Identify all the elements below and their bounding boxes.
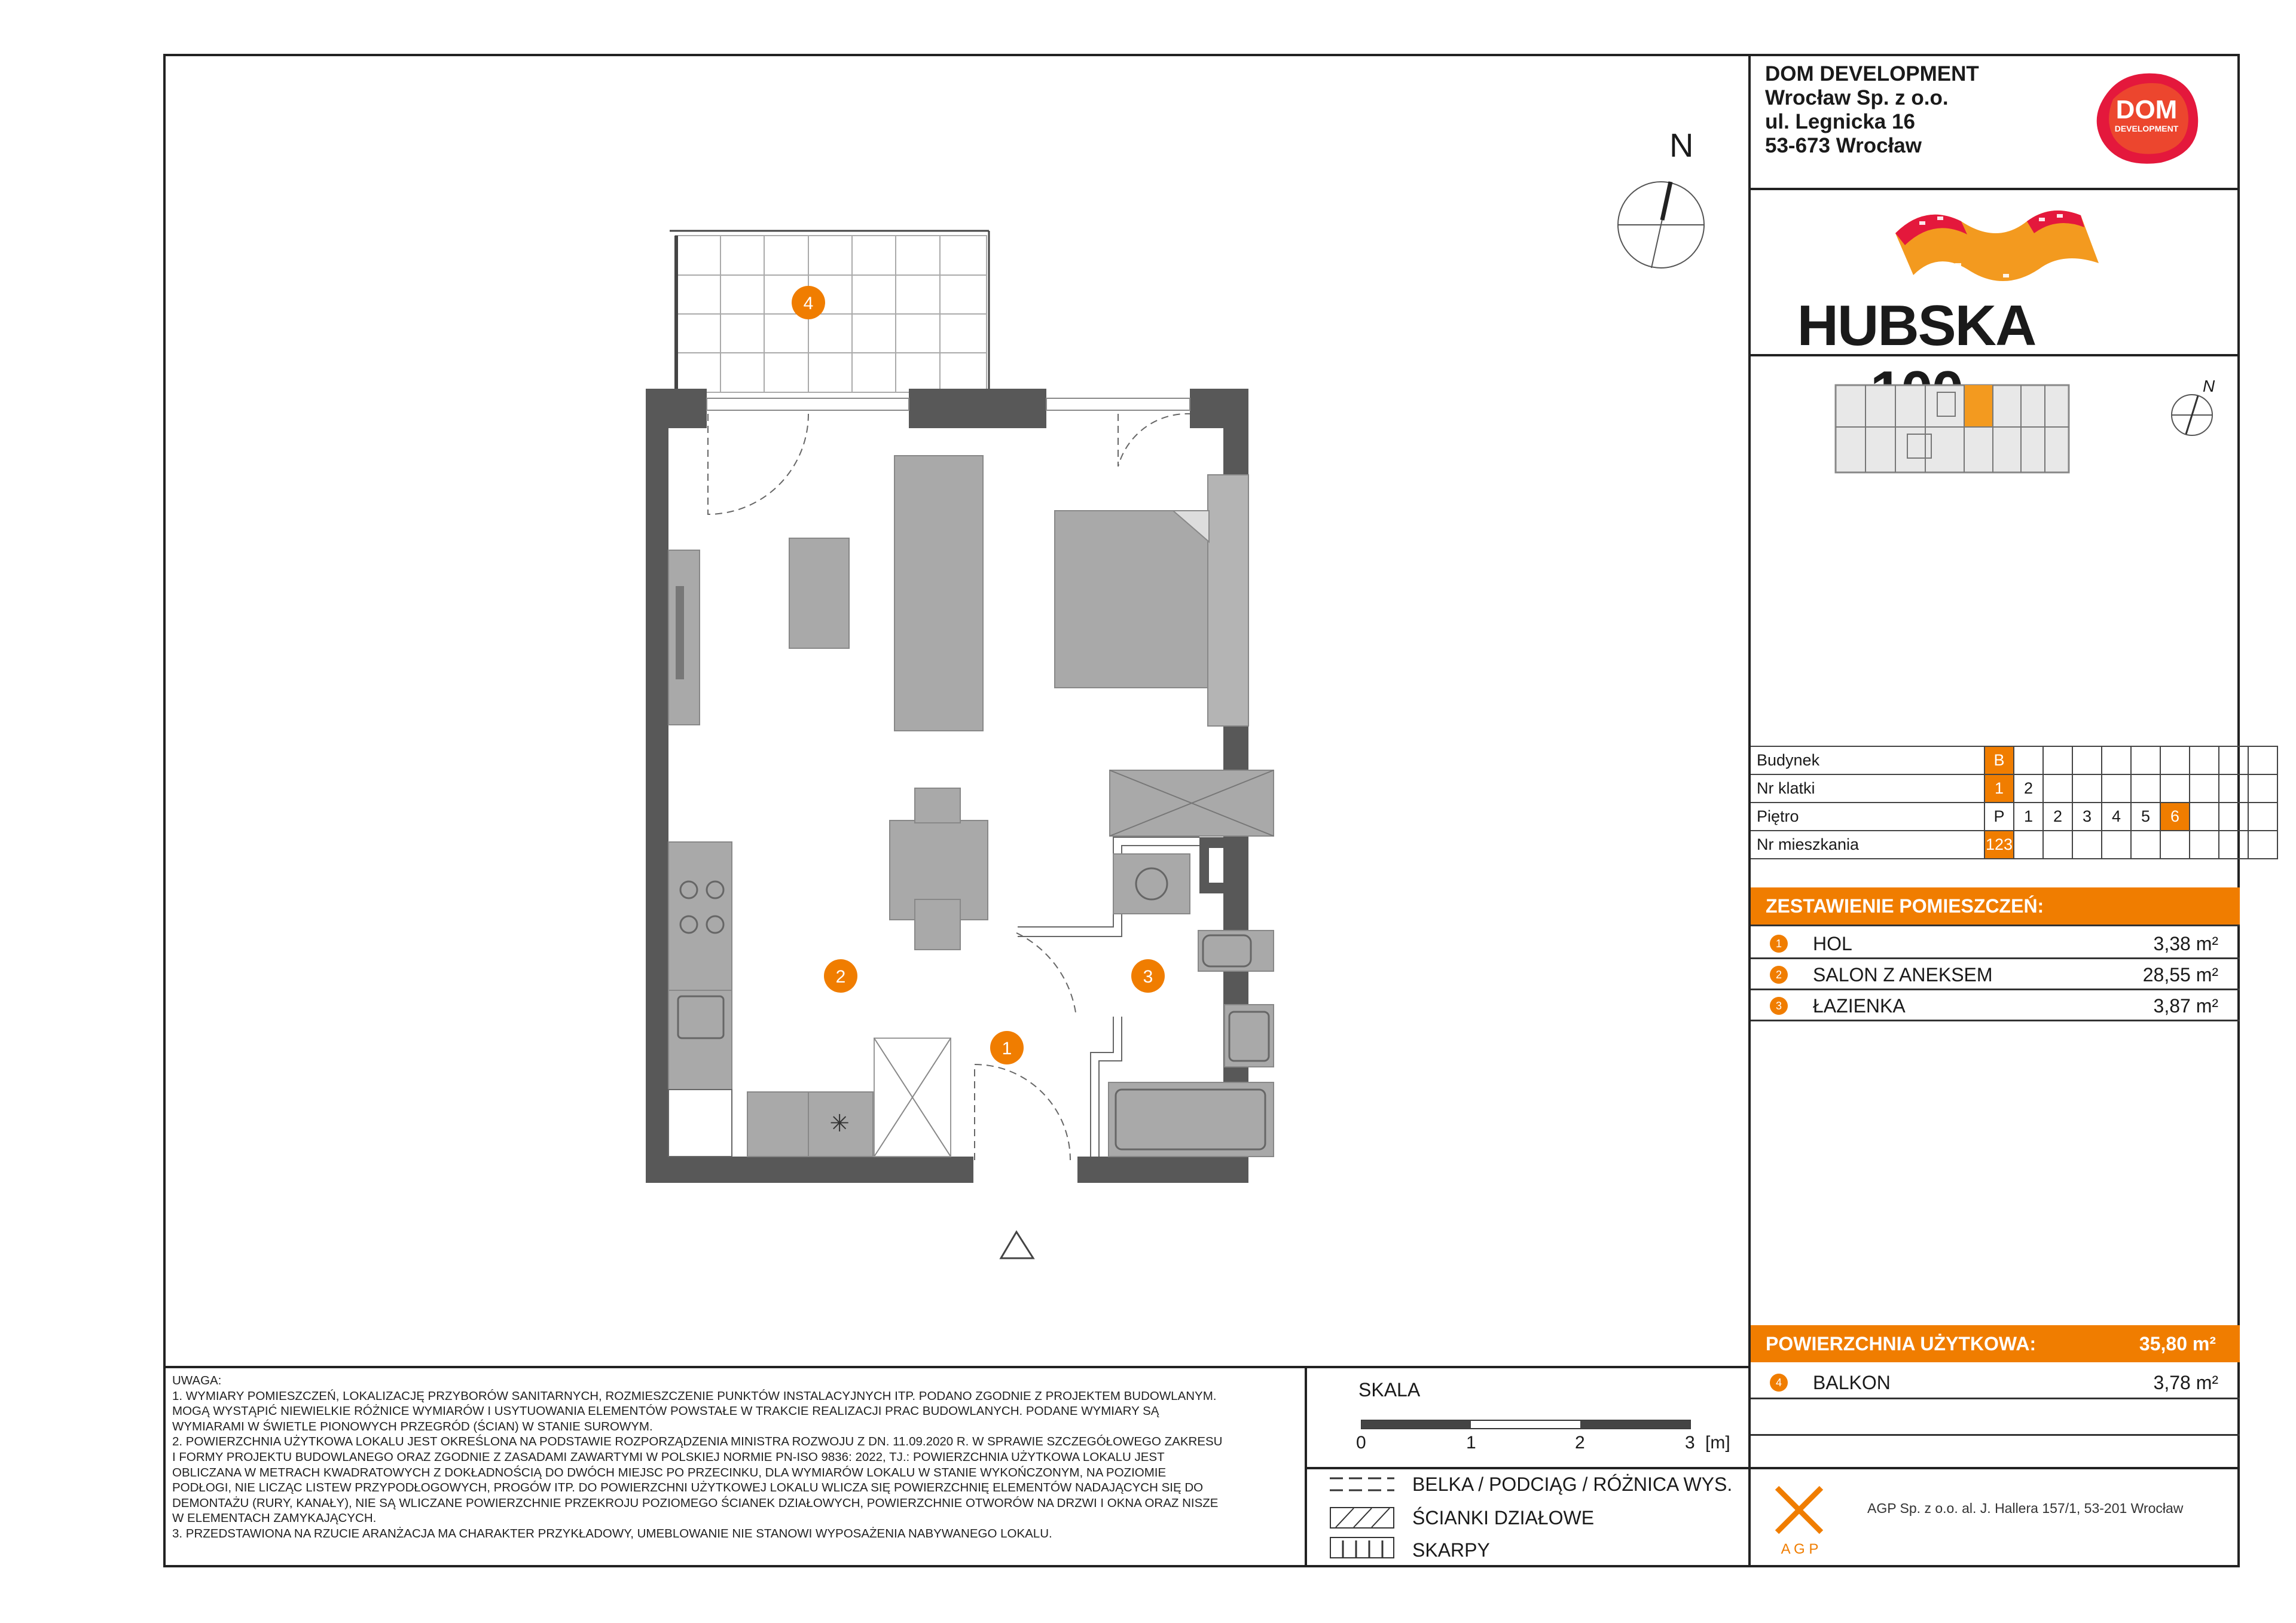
info-cell: 3 — [2072, 803, 2102, 831]
room-row-balkon — [1751, 1367, 2240, 1399]
info-cell: 1 — [1984, 774, 2014, 803]
info-row-label: Nr klatki — [1751, 774, 1984, 803]
note-line: W ELEMENTACH ZAMYKAJĄCYCH. — [172, 1511, 377, 1526]
divider-legend — [1305, 1467, 1751, 1469]
info-cell — [2072, 774, 2102, 803]
info-row-label: Piętro — [1751, 803, 1984, 831]
svg-text:2: 2 — [835, 967, 846, 987]
info-cell: P — [1984, 803, 2014, 831]
info-cell: B — [1984, 746, 2014, 774]
notes-block — [172, 1373, 1296, 1542]
room-row-hol — [1751, 928, 2240, 959]
info-cell — [2102, 774, 2131, 803]
info-cell — [2190, 746, 2219, 774]
info-cell — [2248, 774, 2277, 803]
info-cell — [2043, 774, 2072, 803]
room-area: 3,38 m² — [2153, 933, 2218, 954]
divider-company — [1748, 188, 2240, 190]
info-cell: 1 — [2014, 803, 2043, 831]
key-plan-north-label: N — [2203, 377, 2215, 395]
legend-skarpy-label: SKARPY — [1412, 1539, 1490, 1561]
scale-bar — [1361, 1420, 1691, 1429]
balcony-tiles — [676, 236, 987, 392]
room-number: 3 — [1770, 997, 1788, 1015]
north-label: N — [1669, 126, 1694, 164]
info-row-label: Nr mieszkania — [1751, 831, 1984, 859]
legend-scianki-label: ŚCIANKI DZIAŁOWE — [1412, 1507, 1595, 1529]
dom-development-logo — [2089, 69, 2204, 167]
company-name: DOM DEVELOPMENT — [1765, 62, 1979, 86]
unit-info-table — [1751, 746, 2278, 859]
svg-text:3: 3 — [1143, 967, 1153, 987]
info-cell — [2190, 803, 2219, 831]
info-row — [1751, 746, 2277, 774]
svg-text:✳: ✳ — [829, 1111, 850, 1137]
divider-agp — [1748, 1467, 2240, 1469]
scale-tick-2: 2 — [1575, 1433, 1585, 1453]
note-line: 2. POWIERZCHNIA UŻYTKOWA LOKALU JEST OKREŚLONA NA PODSTAWIE ROZPORZĄDZENIA MINISTRA ROZWOJU Z DN. 11.09.2020 R. W SPRAWIE SZCZEGÓŁOWEGO ZAKRESU — [172, 1435, 1223, 1449]
scale-unit: [m] — [1705, 1433, 1730, 1453]
note-line: I FORMY PROJEKTU BUDOWLANEGO ORAZ ZGODNIE Z ZASADAMI ZAWARTYMI W POLSKIEJ NORMIE PN-ISO 9836: 2022, TJ.: POWIERZCHNIA UŻYTKOWA LOKALU JEST — [172, 1450, 1165, 1464]
info-cell — [2248, 831, 2277, 859]
legend-scianki-icon — [1330, 1507, 1394, 1529]
info-cell: 5 — [2131, 803, 2160, 831]
note-line: MOGĄ WYSTĄPIĆ NIEWIELKIE RÓŻNICE WYMIARÓW I USYTUOWANIA ELEMENTÓW POWSTAŁE W TRAKCIE REALIZACJI PRAC BUDOWLANYCH. PODANE WYMIARY SĄ — [172, 1404, 1159, 1418]
notes-title: UWAGA: — [172, 1374, 222, 1387]
info-cell — [2160, 746, 2190, 774]
legend-belka-label: BELKA / PODCIĄG / RÓŻNICA WYS. — [1412, 1473, 1733, 1495]
room-name: BALKON — [1813, 1372, 1891, 1393]
rooms-header: ZESTAWIENIE POMIESZCZEŃ: — [1751, 887, 2240, 925]
company-line2: Wrocław Sp. z o.o. — [1765, 86, 1949, 109]
info-cell — [2102, 831, 2131, 859]
info-cell — [2248, 803, 2277, 831]
note-line: PODŁOGI, NIE LICZĄC LISTEW PRZYPODŁOGOWYCH, PROGÓW ITP. DO POWIERZCHNI UŻYTKOWEJ LOKALU WLICZA SIĘ POWIERZCHNIĘ ELEMENTÓW NADAJĄCYCH SIĘ DO — [172, 1481, 1204, 1495]
svg-text:4: 4 — [803, 294, 814, 313]
usable-area-bar — [1751, 1325, 2240, 1362]
scale-tick-0: 0 — [1356, 1433, 1366, 1453]
divider-notes — [163, 1366, 1751, 1368]
note-line: OBLICZANA W METRACH KWADRATOWYCH Z DOKŁADNOŚCIĄ DO DWÓCH MIEJSC PO PRZECINKU, DLA WYMIARÓW LOKALU W STANIE WYKOŃCZONYM, NA POZIOMIE — [172, 1465, 1167, 1479]
info-cell — [2190, 831, 2219, 859]
info-cell — [2131, 774, 2160, 803]
info-cell — [2131, 746, 2160, 774]
room-area: 3,78 m² — [2153, 1372, 2218, 1393]
info-cell: 2 — [2014, 774, 2043, 803]
key-plan-compass — [2169, 389, 2217, 437]
legend-skarpy-icon — [1330, 1537, 1394, 1558]
info-cell — [2043, 746, 2072, 774]
room-area: 3,87 m² — [2153, 995, 2218, 1017]
company-address — [1765, 62, 1979, 158]
info-cell — [2014, 831, 2043, 859]
info-cell — [2248, 746, 2277, 774]
info-cell — [2219, 803, 2248, 831]
info-row — [1751, 831, 2277, 859]
room-name: HOL — [1813, 933, 1852, 954]
room-number: 4 — [1770, 1374, 1788, 1392]
info-cell — [2190, 774, 2219, 803]
note-line: WYMIARAMI W ŚWIETLE PIONOWYCH PRZEGRÓD (ŚCIAN) W STANIE SUROWYM. — [172, 1419, 653, 1433]
info-cell — [2102, 746, 2131, 774]
info-cell: 123 — [1984, 831, 2014, 859]
project-title: HUBSKA — [1797, 294, 2036, 358]
scale-label: SKALA — [1358, 1379, 1421, 1401]
company-city: 53-673 Wrocław — [1765, 134, 1922, 157]
info-cell — [2131, 831, 2160, 859]
company-street: ul. Legnicka 16 — [1765, 110, 1915, 133]
note-line: DEMONTAŻU (RURY, KANAŁY), NIE SĄ WLICZANE POWIERZCHNIE PRZEKROJU POZIOMEGO ŚCIANEK DZIAŁOWYCH, POWIERZCHNIE OTWORÓW NA DRZWI I OKNA ORAZ NISZE — [172, 1496, 1219, 1510]
room-row-salon — [1751, 959, 2240, 990]
info-cell — [2160, 774, 2190, 803]
info-cell — [2072, 746, 2102, 774]
info-cell — [2043, 831, 2072, 859]
info-cell — [2160, 831, 2190, 859]
info-cell — [2219, 774, 2248, 803]
room-number: 2 — [1770, 966, 1788, 984]
info-cell — [2219, 746, 2248, 774]
info-cell: 2 — [2043, 803, 2072, 831]
svg-text:1: 1 — [1002, 1039, 1012, 1058]
note-line: 3. PRZEDSTAWIONA NA RZUCIE ARANŻACJA MA CHARAKTER PRZYKŁADOWY, UMEBLOWANIE NIE STANOWI WYPOSAŻENIA NABYWANEGO LOKALU. — [172, 1526, 1052, 1540]
svg-text:DOM: DOM — [2115, 95, 2178, 124]
legend-belka-icon — [1330, 1476, 1394, 1493]
usable-area-label: POWIERZCHNIA UŻYTKOWA: — [1766, 1333, 2037, 1354]
room-row-lazienka — [1751, 990, 2240, 1021]
film-strip-logo — [1883, 197, 2105, 287]
room-name: ŁAZIENKA — [1813, 995, 1906, 1017]
info-cell — [2219, 831, 2248, 859]
note-line: 1. WYMIARY POMIESZCZEŃ, LOKALIZACJĘ PRZYBORÓW SANITARNYCH, ROZMIESZCZENIE PUNKTÓW INSTALACYJNYCH ITP. PODANO ZGODNIE Z PROJEKTEM BUDOWLANYM. — [172, 1389, 1217, 1403]
floor-plan — [634, 221, 1315, 1274]
info-cell — [2072, 831, 2102, 859]
svg-text:DEVELOPMENT: DEVELOPMENT — [2114, 124, 2179, 133]
room-area: 28,55 m² — [2142, 964, 2218, 986]
info-cell: 6 — [2160, 803, 2190, 831]
room-name: SALON Z ANEKSEM — [1813, 964, 1993, 986]
agp-address: AGP Sp. z o.o. al. J. Hallera 157/1, 53-201 Wrocław — [1867, 1500, 2184, 1516]
balkon-spacer-line — [1751, 1434, 2240, 1436]
svg-text:A G P: A G P — [1781, 1541, 1819, 1557]
rooms-header-line — [1751, 925, 2240, 926]
agp-logo — [1773, 1482, 1827, 1560]
compass-icon — [1613, 177, 1709, 273]
room-number: 1 — [1770, 935, 1788, 953]
info-row-label: Budynek — [1751, 746, 1984, 774]
info-cell: 4 — [2102, 803, 2131, 831]
key-plan — [1830, 380, 2081, 482]
usable-area-value: 35,80 m² — [2139, 1333, 2216, 1354]
scale-tick-3: 3 — [1685, 1433, 1695, 1453]
info-row — [1751, 774, 2277, 803]
info-cell — [2014, 746, 2043, 774]
info-row — [1751, 803, 2277, 831]
scale-tick-1: 1 — [1466, 1433, 1476, 1453]
